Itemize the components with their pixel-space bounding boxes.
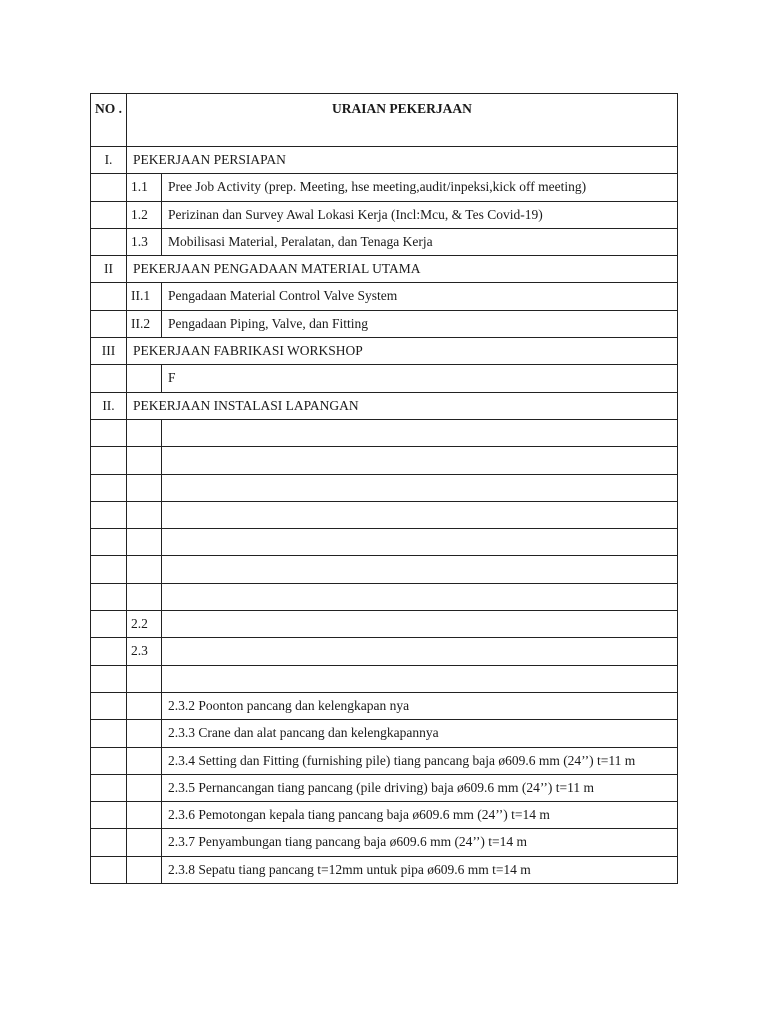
description-cell: Mobilisasi Material, Peralatan, dan Tenaga Kerja: [162, 228, 678, 255]
sub-number-cell: [127, 802, 162, 829]
sub-number-cell: 1.3: [127, 228, 162, 255]
sub-number-cell: [127, 720, 162, 747]
sub-number-cell: [127, 365, 162, 392]
table-row: [91, 692, 678, 719]
table-row: [91, 583, 678, 610]
table-row: [91, 556, 678, 583]
header-title-cell: URAIAN PEKERJAAN: [127, 94, 678, 147]
row-number-cell: [91, 447, 127, 474]
sub-number-cell: [127, 529, 162, 556]
description-cell: 2.3.4 Setting dan Fitting (furnishing pile) tiang pancang baja ø609.6 mm (24’’) t=11 m: [162, 747, 678, 774]
sub-number-cell: 2.3: [127, 638, 162, 665]
table-row: [91, 611, 678, 638]
table-row: [91, 529, 678, 556]
table-row: [91, 310, 678, 337]
description-cell: Perizinan dan Survey Awal Lokasi Kerja (Incl:Mcu, & Tes Covid-19): [162, 201, 678, 228]
description-cell: 2.3.2 Poonton pancang dan kelengkapan nya: [162, 692, 678, 719]
sub-number-cell: II.2: [127, 310, 162, 337]
section-title-cell: PEKERJAAN INSTALASI LAPANGAN: [127, 392, 678, 419]
sub-number-cell: [127, 665, 162, 692]
description-cell: 2.3.6 Pemotongan kepala tiang pancang baja ø609.6 mm (24’’) t=14 m: [162, 802, 678, 829]
section-row: [91, 147, 678, 174]
row-number-cell: [91, 474, 127, 501]
row-number-cell: [91, 665, 127, 692]
table-row: [91, 829, 678, 856]
table-row: [91, 283, 678, 310]
table-row: [91, 474, 678, 501]
section-row: [91, 392, 678, 419]
table-header-row: [91, 94, 678, 147]
table-row: [91, 856, 678, 883]
row-number-cell: II: [91, 256, 127, 283]
row-number-cell: [91, 419, 127, 446]
row-number-cell: [91, 365, 127, 392]
sub-number-cell: [127, 501, 162, 528]
row-number-cell: I.: [91, 147, 127, 174]
description-cell: [162, 501, 678, 528]
table-row: [91, 228, 678, 255]
description-cell: 2.3.3 Crane dan alat pancang dan kelengkapannya: [162, 720, 678, 747]
table-row: [91, 665, 678, 692]
row-number-cell: [91, 529, 127, 556]
row-number-cell: [91, 774, 127, 801]
row-number-cell: [91, 228, 127, 255]
row-number-cell: [91, 802, 127, 829]
sub-number-cell: [127, 747, 162, 774]
row-number-cell: [91, 583, 127, 610]
table-row: [91, 419, 678, 446]
row-number-cell: [91, 638, 127, 665]
sub-number-cell: 2.2: [127, 611, 162, 638]
description-cell: [162, 556, 678, 583]
sub-number-cell: [127, 447, 162, 474]
header-no-cell: NO .: [91, 94, 127, 147]
row-number-cell: [91, 556, 127, 583]
description-cell: Pree Job Activity (prep. Meeting, hse meeting,audit/inpeksi,kick off meeting): [162, 174, 678, 201]
description-cell: [162, 447, 678, 474]
section-title-cell: PEKERJAAN PERSIAPAN: [127, 147, 678, 174]
table-row: [91, 365, 678, 392]
section-row: [91, 256, 678, 283]
description-cell: [162, 665, 678, 692]
sub-number-cell: 1.2: [127, 201, 162, 228]
row-number-cell: [91, 310, 127, 337]
description-cell: Pengadaan Material Control Valve System: [162, 283, 678, 310]
description-cell: [162, 529, 678, 556]
sub-number-cell: [127, 419, 162, 446]
row-number-cell: [91, 692, 127, 719]
row-number-cell: [91, 174, 127, 201]
table-row: [91, 638, 678, 665]
sub-number-cell: [127, 556, 162, 583]
table-row: [91, 747, 678, 774]
sub-number-cell: [127, 583, 162, 610]
row-number-cell: [91, 856, 127, 883]
description-cell: [162, 611, 678, 638]
description-cell: [162, 419, 678, 446]
section-title-cell: PEKERJAAN PENGADAAN MATERIAL UTAMA: [127, 256, 678, 283]
description-cell: [162, 583, 678, 610]
sub-number-cell: [127, 774, 162, 801]
section-row: [91, 338, 678, 365]
description-cell: [162, 638, 678, 665]
row-number-cell: [91, 283, 127, 310]
row-number-cell: [91, 829, 127, 856]
sub-number-cell: [127, 692, 162, 719]
sub-number-cell: [127, 856, 162, 883]
table-row: [91, 501, 678, 528]
sub-number-cell: [127, 829, 162, 856]
sub-number-cell: 1.1: [127, 174, 162, 201]
row-number-cell: [91, 720, 127, 747]
sub-number-cell: [127, 474, 162, 501]
row-number-cell: [91, 747, 127, 774]
section-title-cell: PEKERJAAN FABRIKASI WORKSHOP: [127, 338, 678, 365]
table-row: [91, 174, 678, 201]
description-cell: Pengadaan Piping, Valve, dan Fitting: [162, 310, 678, 337]
row-number-cell: II.: [91, 392, 127, 419]
description-cell: 2.3.7 Penyambungan tiang pancang baja ø609.6 mm (24’’) t=14 m: [162, 829, 678, 856]
table-row: [91, 447, 678, 474]
table-row: [91, 201, 678, 228]
table-row: [91, 774, 678, 801]
table-body: [91, 94, 678, 884]
row-number-cell: [91, 201, 127, 228]
work-breakdown-table: [90, 93, 678, 884]
table-row: [91, 802, 678, 829]
sub-number-cell: II.1: [127, 283, 162, 310]
row-number-cell: [91, 611, 127, 638]
description-cell: F: [162, 365, 678, 392]
row-number-cell: III: [91, 338, 127, 365]
description-cell: 2.3.8 Sepatu tiang pancang t=12mm untuk pipa ø609.6 mm t=14 m: [162, 856, 678, 883]
row-number-cell: [91, 501, 127, 528]
description-cell: [162, 474, 678, 501]
description-cell: 2.3.5 Pernancangan tiang pancang (pile driving) baja ø609.6 mm (24’’) t=11 m: [162, 774, 678, 801]
table-row: [91, 720, 678, 747]
